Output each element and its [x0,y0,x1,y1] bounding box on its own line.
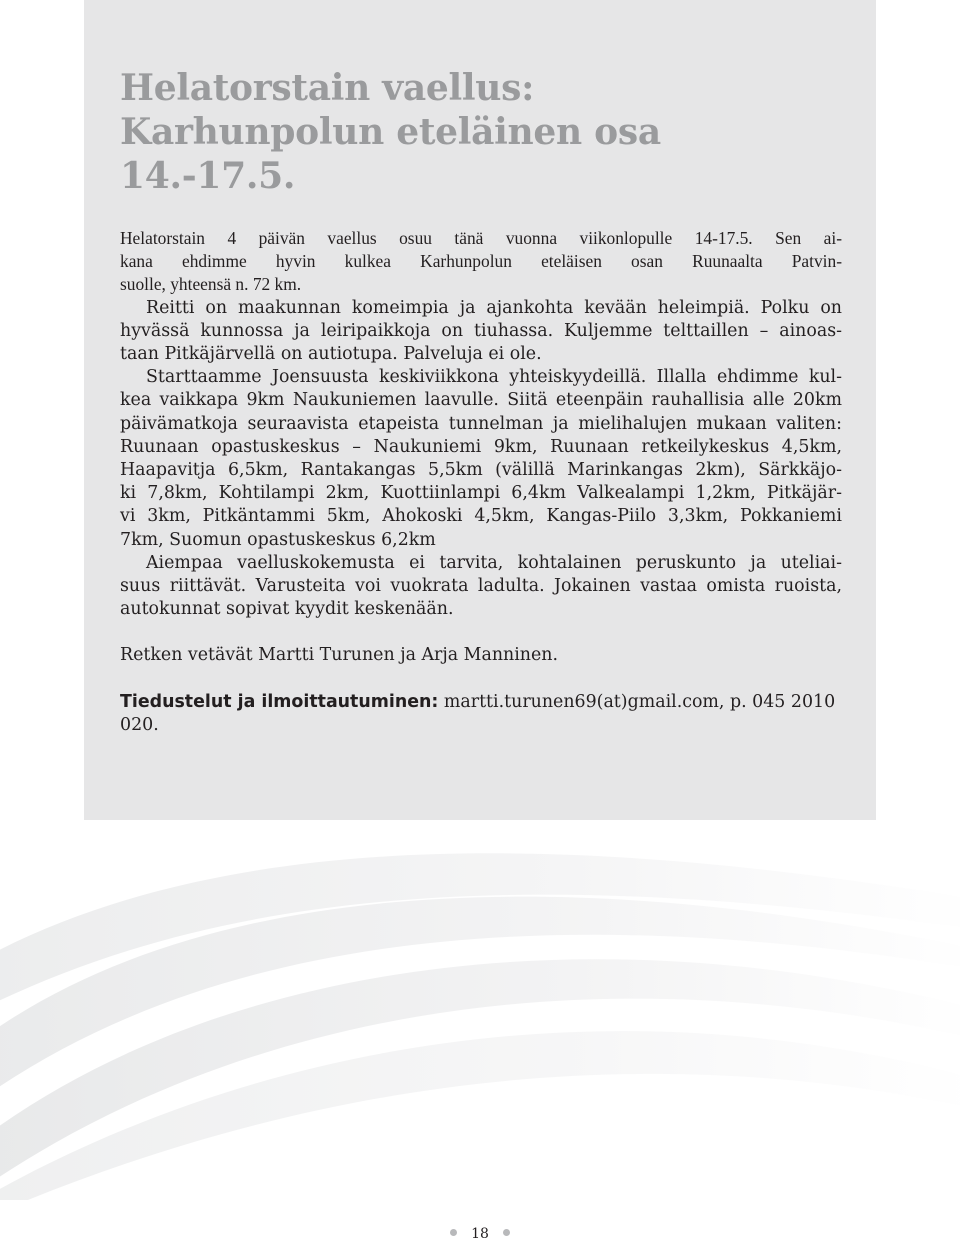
text-line: päivämatkoja seuraavista etapeista tunnelman ja mielihalujen mukaan valiten: [120,413,842,434]
page-number: 18 [471,1226,489,1242]
text-line: Aiempaa vaelluskokemusta ei tarvita, kohtalainen peruskunto ja uteliai- [146,552,842,573]
leaders-line: Retken vetävät Martti Turunen ja Arja Manninen. [120,645,559,666]
schedule-paragraph [120,366,842,552]
text-line: Helatorstain 4 päivän vaellus osuu tänä vuonna viikonlopulle 14-17.5. Sen ai- [120,228,842,248]
text-line: suus riittävät. Varusteita voi vuokrata ladulta. Jokainen vastaa omista ruoista, [120,576,842,597]
title-line: Helatorstain vaellus: [120,67,535,109]
bullet-dot-icon [503,1229,510,1236]
text-line: Reitti on maakunnan komeimpia ja ajankohta kevään heleimpiä. Polku on [146,297,842,318]
text-line: kana ehdimme hyvin kulkea Karhunpolun eteläisen osan Ruunaalta Patvin- [120,251,842,272]
title-line: Karhunpolun eteläinen osa [120,111,661,153]
contact-value-continued: 020. [120,714,159,735]
text-line: taan Pitkäjärvellä on autiotupa. Palveluja ei ole. [120,344,542,365]
experience-paragraph [120,552,842,622]
text-line: 7km, Suomun opastuskeskus 6,2km [120,529,436,550]
page-footer [0,1226,960,1254]
contact-value: martti.turunen69(at)gmail.com, p. 045 2010 [443,691,836,712]
article-body [120,227,842,737]
leaders-paragraph [120,644,842,667]
bullet-dot-icon [450,1229,457,1236]
contact-label: Tiedustelut ja ilmoittautuminen: [120,691,439,712]
text-line: hyvässä kunnossa ja leiripaikkoja on tiuhassa. Kuljemme telttaillen – ainoas- [120,320,842,341]
text-line: autokunnat sopivat kyydit keskenään. [120,599,454,620]
text-line: Starttaamme Joensuusta keskiviikkona yhteiskyydeillä. Illalla ehdimme kul- [146,367,842,388]
route-paragraph [120,297,842,367]
text-line: Haapavitja 6,5km, Rantakangas 5,5km (välillä Marinkangas 2km), Särkkäjo- [120,460,842,481]
text-line: kea vaikkapa 9km Naukuniemen laavulle. Siitä eteenpäin rauhallisia alle 20km [120,390,842,411]
text-line: vi 3km, Pitkäntammi 5km, Ahokoski 4,5km, Kangas-Piilo 3,3km, Pokkaniemi [120,506,842,527]
contact-paragraph [120,691,842,737]
title-line: 14.-17.5. [120,155,296,197]
decorative-swoosh-graphic [0,840,960,1200]
text-line: Ruunaan opastuskeskus – Naukuniemi 9km, Ruunaan retkeilykeskus 4,5km, [120,436,842,457]
text-line: suolle, yhteensä n. 72 km. [120,274,302,295]
text-line: ki 7,8km, Kohtilampi 2km, Kuottiinlampi 6,4km Valkealampi 1,2km, Pitkäjär- [120,483,842,504]
intro-paragraph [120,227,842,297]
page-title [120,66,840,198]
